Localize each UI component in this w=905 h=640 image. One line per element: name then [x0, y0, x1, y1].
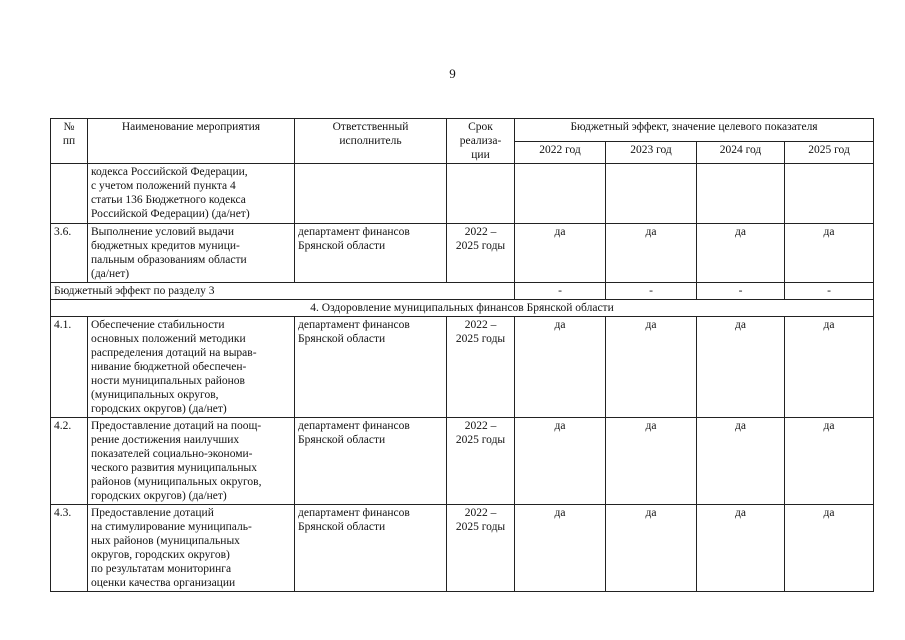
cell-value [697, 164, 785, 224]
summary-label: Бюджетный эффект по разделу 3 [51, 283, 515, 300]
cell-value [606, 164, 697, 224]
cell-term [447, 164, 515, 224]
header-year-2024: 2024 год [697, 141, 785, 164]
cell-value: да [515, 418, 606, 505]
table-row [51, 418, 874, 505]
section-row [51, 300, 874, 317]
section-title: 4. Оздоровление муниципальных финансов Брянской области [51, 300, 874, 317]
page-number: 9 [449, 66, 456, 81]
cell-value: да [697, 418, 785, 505]
cell-value: да [606, 418, 697, 505]
measures-table [50, 118, 874, 592]
cell-responsible [295, 164, 447, 224]
header-term: Срок реализа- ции [447, 119, 515, 164]
cell-value: да [606, 317, 697, 418]
cell-name: Предоставление дотаций на поощ- рение достижения наилучших показателей социально-экономи- ческого развития муниципальных районов (муниципальных округов, городских округов) (да/нет) [88, 418, 295, 505]
cell-num: 3.6. [51, 224, 88, 283]
cell-num: 4.2. [51, 418, 88, 505]
summary-value: - [785, 283, 874, 300]
header-year-2022: 2022 год [515, 141, 606, 164]
table-row-continuation [51, 164, 874, 224]
summary-value: - [606, 283, 697, 300]
header-year-2023: 2023 год [606, 141, 697, 164]
cell-value [515, 164, 606, 224]
cell-term: 2022 – 2025 годы [447, 224, 515, 283]
cell-value: да [785, 505, 874, 592]
cell-value: да [606, 505, 697, 592]
cell-term: 2022 – 2025 годы [447, 317, 515, 418]
cell-name: Обеспечение стабильности основных положений методики распределения дотаций на вырав- нивание бюджетной обеспечен- ности муниципальных районов (муниципальных округов, городских округов) (да/нет) [88, 317, 295, 418]
header-num: № пп [51, 119, 88, 164]
cell-value: да [606, 224, 697, 283]
table-row [51, 224, 874, 283]
cell-value [785, 164, 874, 224]
cell-num: 4.1. [51, 317, 88, 418]
summary-value: - [697, 283, 785, 300]
table-row [51, 317, 874, 418]
cell-num [51, 164, 88, 224]
cell-name: кодекса Российской Федерации, с учетом положений пункта 4 статьи 136 Бюджетного кодекса Российской Федерации) (да/нет) [88, 164, 295, 224]
cell-name: Выполнение условий выдачи бюджетных кредитов муници- пальным образованиям области (да/нет) [88, 224, 295, 283]
cell-value: да [785, 418, 874, 505]
header-year-2025: 2025 год [785, 141, 874, 164]
cell-responsible: департамент финансов Брянской области [295, 418, 447, 505]
cell-value: да [785, 317, 874, 418]
header-name: Наименование мероприятия [88, 119, 295, 164]
cell-responsible: департамент финансов Брянской области [295, 317, 447, 418]
summary-row [51, 283, 874, 300]
summary-value: - [515, 283, 606, 300]
header-responsible: Ответственный исполнитель [295, 119, 447, 164]
cell-value: да [515, 505, 606, 592]
cell-responsible: департамент финансов Брянской области [295, 224, 447, 283]
cell-value: да [515, 224, 606, 283]
cell-name: Предоставление дотаций на стимулирование муниципаль- ных районов (муниципальных округов, городских округов) по результатам мониторинга оценки качества организации [88, 505, 295, 592]
table-row [51, 505, 874, 592]
cell-value: да [697, 505, 785, 592]
cell-value: да [785, 224, 874, 283]
header-row [51, 119, 874, 142]
cell-value: да [697, 317, 785, 418]
cell-term: 2022 – 2025 годы [447, 418, 515, 505]
cell-term: 2022 – 2025 годы [447, 505, 515, 592]
cell-value: да [697, 224, 785, 283]
cell-num: 4.3. [51, 505, 88, 592]
cell-value: да [515, 317, 606, 418]
cell-responsible: департамент финансов Брянской области [295, 505, 447, 592]
header-effect: Бюджетный эффект, значение целевого показателя [515, 119, 874, 142]
